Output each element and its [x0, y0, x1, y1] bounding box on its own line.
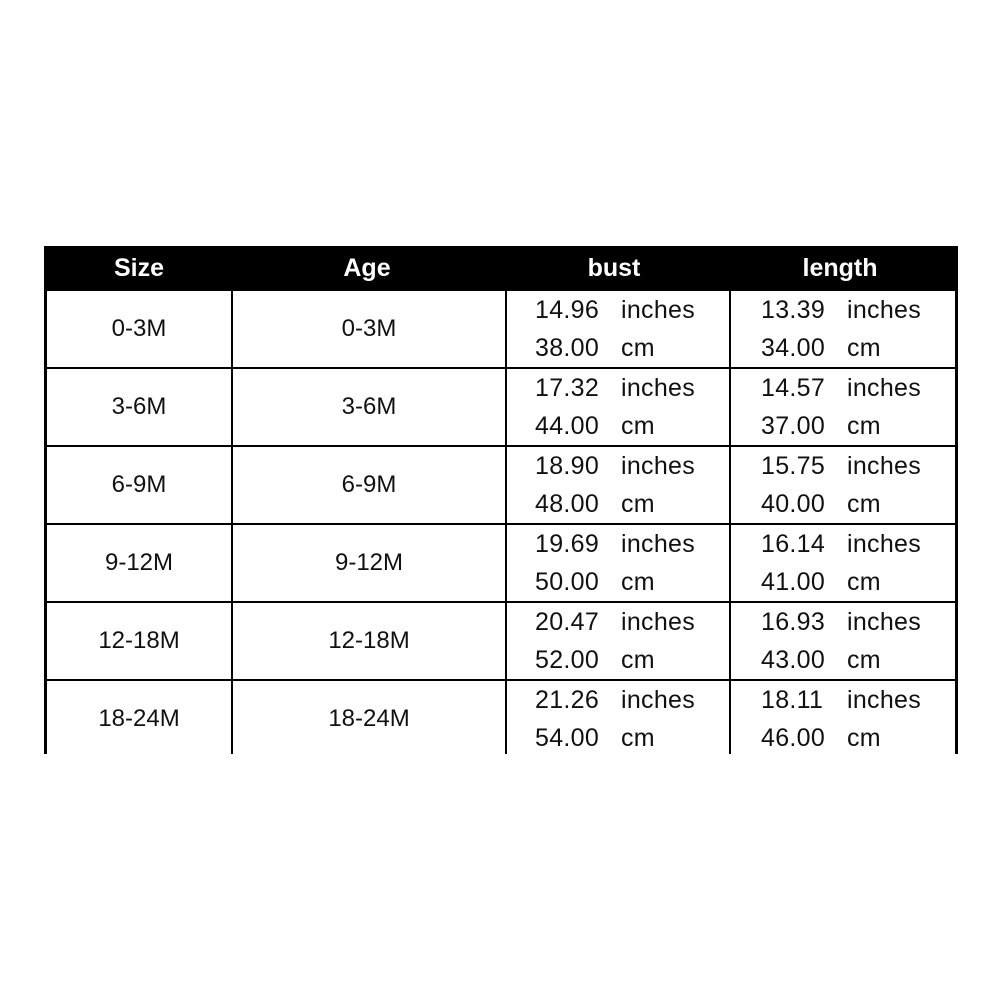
length-inches-unit: inches — [847, 608, 922, 636]
bust-cell — [507, 525, 729, 601]
length-cell — [731, 447, 955, 523]
bust-inches-line — [535, 369, 695, 407]
bust-inches-value: 14.96 — [535, 296, 600, 324]
length-inches-line — [761, 525, 921, 563]
length-cm-line — [761, 641, 881, 679]
bust-inches-unit: inches — [621, 452, 696, 480]
age-cell: 9-12M — [233, 525, 505, 601]
length-cm-value: 41.00 — [761, 568, 826, 596]
bust-cm-value: 44.00 — [535, 412, 600, 440]
bust-inches-line — [535, 681, 695, 719]
length-cm-unit: cm — [847, 568, 881, 596]
bust-cm-unit: cm — [621, 646, 655, 674]
bust-cell — [507, 369, 729, 445]
bust-cm-unit: cm — [621, 334, 655, 362]
length-cell — [731, 291, 955, 367]
length-cm-value: 34.00 — [761, 334, 826, 362]
length-cm-unit: cm — [847, 724, 881, 752]
length-inches-unit: inches — [847, 452, 922, 480]
bust-cm-line — [535, 719, 655, 757]
length-cm-value: 40.00 — [761, 490, 826, 518]
age-cell: 6-9M — [233, 447, 505, 523]
length-inches-line — [761, 681, 921, 719]
bust-inches-line — [535, 291, 695, 329]
bust-inches-value: 21.26 — [535, 686, 600, 714]
size-chart-table — [44, 246, 958, 754]
length-inches-line — [761, 291, 921, 329]
length-inches-line — [761, 603, 921, 641]
header-length: length — [802, 254, 878, 282]
bust-inches-value: 18.90 — [535, 452, 600, 480]
bust-cell — [507, 603, 729, 679]
length-inches-value: 15.75 — [761, 452, 826, 480]
bust-cm-line — [535, 563, 655, 601]
bust-inches-unit: inches — [621, 530, 696, 558]
length-cm-unit: cm — [847, 412, 881, 440]
header-size: Size — [113, 254, 165, 282]
length-inches-value: 16.14 — [761, 530, 826, 558]
length-cm-unit: cm — [847, 334, 881, 362]
length-inches-line — [761, 447, 921, 485]
bust-cm-unit: cm — [621, 724, 655, 752]
age-cell: 12-18M — [233, 603, 505, 679]
bust-inches-line — [535, 603, 695, 641]
size-cell: 9-12M — [47, 525, 231, 601]
length-inches-unit: inches — [847, 530, 922, 558]
bust-cm-unit: cm — [621, 412, 655, 440]
bust-cm-value: 38.00 — [535, 334, 600, 362]
bust-cm-value: 50.00 — [535, 568, 600, 596]
bust-cell — [507, 681, 729, 757]
bust-cm-value: 52.00 — [535, 646, 600, 674]
bust-inches-unit: inches — [621, 374, 696, 402]
age-cell: 0-3M — [233, 291, 505, 367]
length-inches-value: 16.93 — [761, 608, 826, 636]
length-cm-value: 37.00 — [761, 412, 826, 440]
length-inches-unit: inches — [847, 686, 922, 714]
length-inches-value: 14.57 — [761, 374, 826, 402]
bust-inches-unit: inches — [621, 686, 696, 714]
age-cell: 3-6M — [233, 369, 505, 445]
length-cm-line — [761, 407, 881, 445]
bust-inches-value: 17.32 — [535, 374, 600, 402]
size-cell: 12-18M — [47, 603, 231, 679]
length-inches-unit: inches — [847, 374, 922, 402]
bust-cm-line — [535, 485, 655, 523]
bust-cell — [507, 291, 729, 367]
bust-cm-unit: cm — [621, 490, 655, 518]
table-body — [47, 291, 955, 752]
length-cm-line — [761, 563, 881, 601]
length-inches-unit: inches — [847, 296, 922, 324]
size-cell: 0-3M — [47, 291, 231, 367]
size-cell: 18-24M — [47, 681, 231, 757]
length-cm-value: 46.00 — [761, 724, 826, 752]
bust-inches-value: 20.47 — [535, 608, 600, 636]
length-cm-value: 43.00 — [761, 646, 826, 674]
header-bust: bust — [587, 254, 641, 282]
length-cell — [731, 369, 955, 445]
bust-cm-value: 48.00 — [535, 490, 600, 518]
header-age: Age — [343, 254, 391, 282]
bust-inches-line — [535, 525, 695, 563]
bust-cm-value: 54.00 — [535, 724, 600, 752]
bust-inches-unit: inches — [621, 608, 696, 636]
length-cm-line — [761, 329, 881, 367]
bust-cm-line — [535, 329, 655, 367]
bust-cm-line — [535, 641, 655, 679]
bust-cm-line — [535, 407, 655, 445]
length-cm-unit: cm — [847, 646, 881, 674]
length-cm-line — [761, 719, 881, 757]
bust-inches-value: 19.69 — [535, 530, 600, 558]
length-cell — [731, 525, 955, 601]
age-cell: 18-24M — [233, 681, 505, 757]
length-cell — [731, 603, 955, 679]
length-inches-value: 13.39 — [761, 296, 826, 324]
bust-inches-line — [535, 447, 695, 485]
length-cm-unit: cm — [847, 490, 881, 518]
size-cell: 3-6M — [47, 369, 231, 445]
length-cm-line — [761, 485, 881, 523]
length-cell — [731, 681, 955, 757]
length-inches-value: 18.11 — [761, 686, 824, 714]
bust-cell — [507, 447, 729, 523]
size-cell: 6-9M — [47, 447, 231, 523]
length-inches-line — [761, 369, 921, 407]
bust-cm-unit: cm — [621, 568, 655, 596]
table-header-row — [47, 246, 955, 291]
bust-inches-unit: inches — [621, 296, 696, 324]
